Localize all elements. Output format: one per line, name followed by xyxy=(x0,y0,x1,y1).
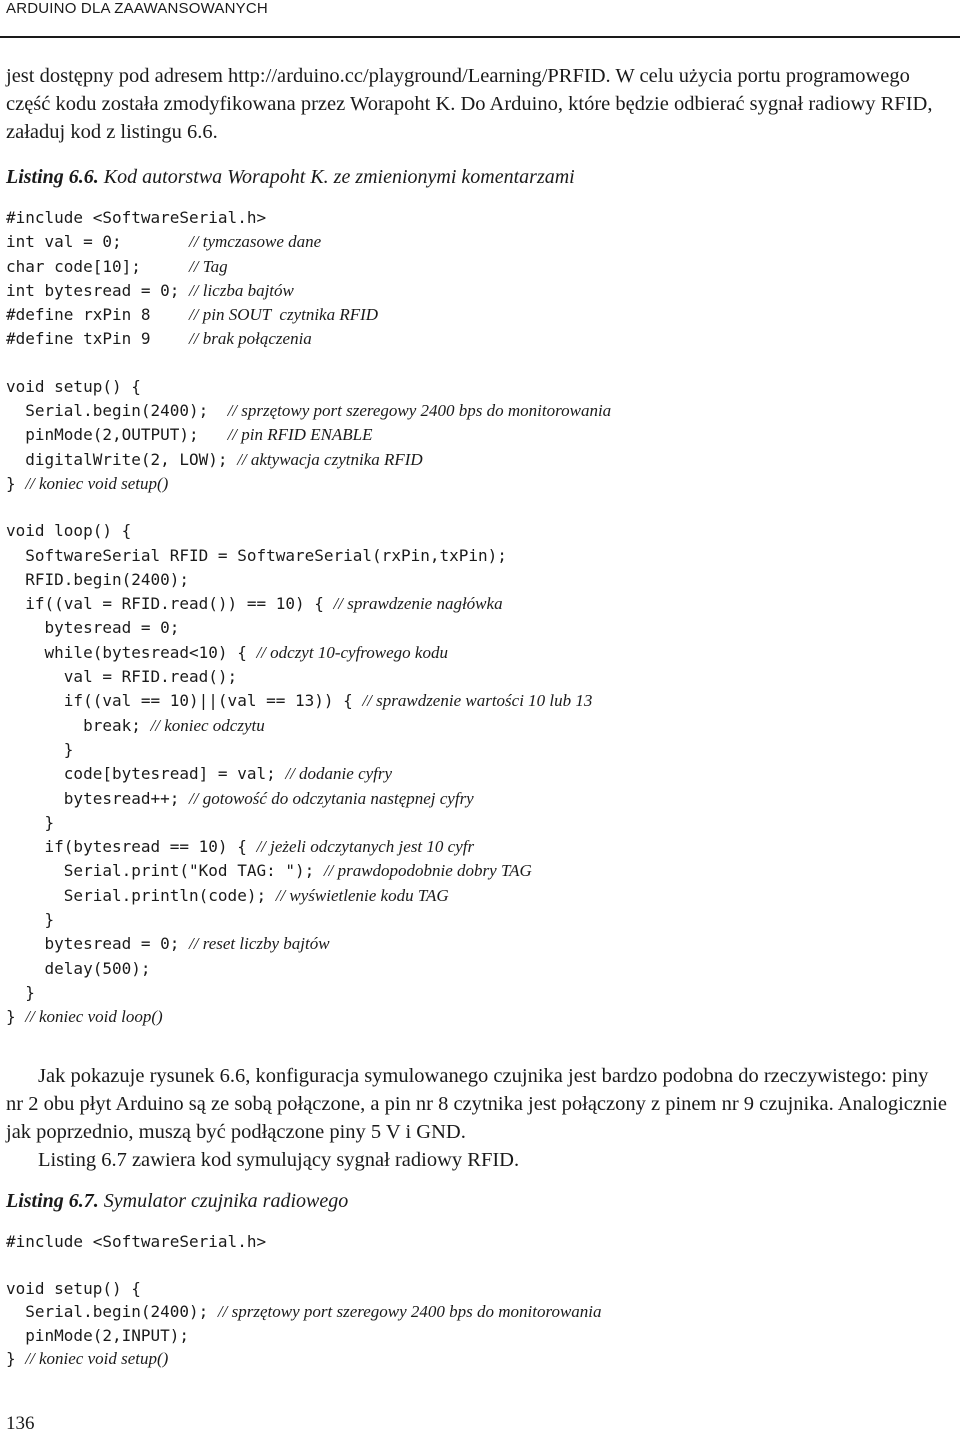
code-text: digitalWrite(2, LOW); xyxy=(6,449,238,469)
code-comment: // aktywacja czytnika RFID xyxy=(237,449,423,469)
body-paragraph-2: Listing 6.7 zawiera kod symulujący sygnał radiowy RFID. xyxy=(38,1149,520,1171)
code-line xyxy=(6,327,960,351)
body-paragraph-1: Jak pokazuje rysunek 6.6, konfiguracja symulowanego czujnika jest bardzo podobna do rzeczywistego: piny nr 2 obu płyt Arduino są ze sobą połączone, a pin nr 8 czytnika jest połączony z pinem nr 9 czujnika. Analogicznie jak poprzednio, muszą być podłączone piny 5 V i GND. xyxy=(6,1065,948,1143)
code-line xyxy=(6,1230,960,1254)
code-text: } xyxy=(6,473,26,493)
code-line xyxy=(6,1277,960,1301)
code-line xyxy=(6,787,960,811)
code-comment: // odczyt 10-cyfrowego kodu xyxy=(256,642,448,662)
code-text: pinMode(2,INPUT); xyxy=(6,1325,190,1345)
code-comment: // wyświetlenie kodu TAG xyxy=(275,885,449,905)
code-line xyxy=(6,519,960,543)
listing-6-6-caption xyxy=(6,166,575,189)
code-text: Serial.begin(2400); xyxy=(6,1302,218,1321)
code-text: code[bytesread] = val; xyxy=(6,764,286,784)
code-line xyxy=(6,1347,960,1371)
code-text: delay(500); xyxy=(6,958,151,978)
code-comment: // koniec void loop() xyxy=(25,1007,163,1027)
code-line xyxy=(6,616,960,640)
code-text: } xyxy=(6,1349,26,1368)
code-text: #define rxPin 8 xyxy=(6,305,190,325)
listing-6-7-title: Symulator czujnika radiowego xyxy=(103,1190,349,1212)
code-text: bytesread++; xyxy=(6,788,190,808)
code-line xyxy=(6,1005,960,1029)
code-text: #define txPin 9 xyxy=(6,329,190,349)
code-comment: // sprzętowy port szeregowy 2400 bps do monitorowania xyxy=(227,401,612,421)
code-text: } xyxy=(6,812,55,832)
listing-6-7-label: Listing 6.7. xyxy=(6,1190,99,1212)
code-text: pinMode(2,OUTPUT); xyxy=(6,425,228,445)
listing-6-7-caption xyxy=(6,1190,348,1213)
code-line xyxy=(6,908,960,932)
code-line xyxy=(6,981,960,1005)
code-comment: // koniec odczytu xyxy=(150,715,265,735)
listing-6-6-title: Kod autorstwa Worapoht K. ze zmienionymi komentarzami xyxy=(103,166,575,188)
code-text: Serial.print("Kod TAG: "); xyxy=(6,861,324,881)
code-text: #include <SoftwareSerial.h> xyxy=(6,1232,267,1251)
code-text: if((val == 10)||(val == 13)) { xyxy=(6,691,363,711)
code-line xyxy=(6,544,960,568)
code-comment: // sprawdzenie nagłówka xyxy=(333,594,503,614)
intro-text: jest dostępny pod adresem http://arduino.cc/playground/Learning/PRFID. W celu użycia portu programowego część kodu została zmodyfikowana przez Worapoht K. Do Arduino, które będzie odbierać sygnał radiowy RFID, załaduj kod z listingu 6.6. xyxy=(6,65,933,143)
blank-line xyxy=(6,1254,960,1277)
code-text: SoftwareSerial RFID = SoftwareSerial(rxPin,txPin); xyxy=(6,545,507,565)
code-comment: // koniec void setup() xyxy=(25,473,169,493)
code-line xyxy=(6,665,960,689)
code-line xyxy=(6,932,960,956)
code-line xyxy=(6,859,960,883)
code-text: Serial.println(code); xyxy=(6,885,276,905)
code-text: if((val = RFID.read()) == 10) { xyxy=(6,594,334,614)
code-text: val = RFID.read(); xyxy=(6,667,238,687)
code-line xyxy=(6,230,960,254)
code-line xyxy=(6,835,960,859)
code-text: int bytesread = 0; xyxy=(6,280,190,300)
code-comment: // dodanie cyfry xyxy=(285,764,393,784)
code-comment: // pin SOUT czytnika RFID xyxy=(189,305,379,325)
header-rule xyxy=(0,36,960,38)
code-text: break; xyxy=(6,715,151,735)
code-line xyxy=(6,568,960,592)
code-text: } xyxy=(6,1007,26,1027)
code-comment: // liczba bajtów xyxy=(189,280,294,300)
code-comment: // gotowość do odczytania następnej cyfry xyxy=(189,788,474,808)
code-line xyxy=(6,1324,960,1348)
code-line xyxy=(6,255,960,279)
code-line xyxy=(6,811,960,835)
code-comment: // reset liczby bajtów xyxy=(189,934,330,954)
code-text: } xyxy=(6,739,74,759)
code-line xyxy=(6,1300,960,1324)
code-text: bytesread = 0; xyxy=(6,934,190,954)
code-comment: // Tag xyxy=(189,256,228,276)
code-text: RFID.begin(2400); xyxy=(6,569,190,589)
code-line xyxy=(6,689,960,713)
code-line xyxy=(6,279,960,303)
code-text: bytesread = 0; xyxy=(6,618,180,638)
code-text: while(bytesread<10) { xyxy=(6,642,257,662)
page-number: 136 xyxy=(6,1413,35,1434)
code-comment: // jeżeli odczytanych jest 10 cyfr xyxy=(256,837,475,857)
code-text: void setup() { xyxy=(6,1278,141,1298)
body-text xyxy=(6,1062,950,1174)
listing-6-7-code xyxy=(6,1230,960,1371)
code-line xyxy=(6,957,960,981)
code-comment: // pin RFID ENABLE xyxy=(227,425,373,445)
code-line xyxy=(6,206,960,230)
code-line xyxy=(6,448,960,472)
code-text: void loop() { xyxy=(6,521,132,541)
code-comment: // koniec void setup() xyxy=(25,1349,169,1368)
code-text: void setup() { xyxy=(6,376,141,396)
code-text: } xyxy=(6,910,55,930)
code-text: if(bytesread == 10) { xyxy=(6,837,257,857)
code-comment: // sprawdzenie wartości 10 lub 13 xyxy=(362,691,593,711)
code-line xyxy=(6,472,960,496)
code-line xyxy=(6,423,960,447)
running-header: ARDUINO DLA ZAAWANSOWANYCH xyxy=(6,0,268,17)
code-line xyxy=(6,592,960,616)
code-line xyxy=(6,738,960,762)
code-comment: // tymczasowe dane xyxy=(189,232,322,252)
code-text: int val = 0; xyxy=(6,232,190,252)
blank-line xyxy=(6,496,960,519)
intro-paragraph xyxy=(6,62,950,146)
code-line xyxy=(6,762,960,786)
code-line xyxy=(6,303,960,327)
code-comment: // prawdopodobnie dobry TAG xyxy=(323,861,532,881)
code-comment: // sprzętowy port szeregowy 2400 bps do monitorowania xyxy=(217,1302,602,1321)
code-text: char code[10]; xyxy=(6,256,190,276)
code-text: } xyxy=(6,982,35,1002)
blank-line xyxy=(6,352,960,375)
listing-6-6-label: Listing 6.6. xyxy=(6,166,99,188)
listing-6-6-code xyxy=(6,206,960,1030)
code-line xyxy=(6,641,960,665)
code-text: #include <SoftwareSerial.h> xyxy=(6,208,267,227)
code-line xyxy=(6,714,960,738)
code-text: Serial.begin(2400); xyxy=(6,401,228,421)
code-line xyxy=(6,375,960,399)
code-line xyxy=(6,399,960,423)
code-comment: // brak połączenia xyxy=(189,329,312,349)
code-line xyxy=(6,884,960,908)
